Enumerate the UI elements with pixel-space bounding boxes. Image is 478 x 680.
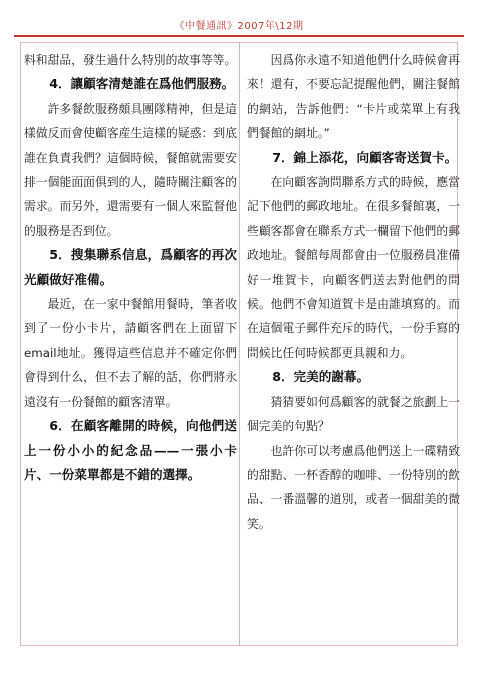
paragraph: 在向顧客詢問聯系方式的時候，應當記下他們的郵政地址。在很多餐館裏，一些顧客都會在聯系方式一欄留下他們的郵政地址。餐館每周都會由一位服務員准備好一堆賀卡，向顧客們送去對他們的問候。他們不會知道賀卡是由誰填寫的。而在這個電子郵件充斥的時代，一份手寫的問候比任何時候都更具親和力。 <box>247 175 460 360</box>
section-heading: 4．讓顧客清楚誰在爲他們服務。 <box>49 76 235 92</box>
paragraph: 猜猜要如何爲顧客的就餐之旅劃上一個完美的句點？ <box>247 394 460 434</box>
journal-header: 《中餐通訊》2007年\12期 <box>174 21 304 32</box>
section-heading: 6．在顧客離開的時候，向他們送上一份小小的紀念品——一張小卡片、一份菜單都是不錯的選擇。 <box>24 418 237 482</box>
section-heading: 5．搜集聯系信息，爲顧客的再次光顧做好准備。 <box>24 247 237 287</box>
paragraph: 最近，在一家中餐館用餐時，筆者收到了一份小卡片，請顧客們在上面留下email地址。獲得這些信息并不確定你們會得到什么，但不去了解的話，你們將永遠沒有一份餐館的顧客清單。 <box>24 297 237 409</box>
paragraph: 因爲你永遠不知道他們什么時候會再來！還有，不要忘記提醒他們，關注餐館的網站，告訴他們：“卡片或菜單上有我們餐館的網址。” <box>247 53 460 141</box>
column-divider <box>239 42 240 646</box>
right-column <box>247 48 460 536</box>
section-heading: 8．完美的謝幕。 <box>272 369 370 385</box>
header-rule <box>14 35 464 37</box>
section-heading: 7．錦上添花，向顧客寄送賀卡。 <box>272 149 458 165</box>
paragraph: 料和甜品，發生過什么特別的故事等等。 <box>24 53 237 67</box>
paragraph: 也許你可以考慮爲他們送上一碟精致的甜點、一杯香醇的咖啡、一份特別的飲品、一番溫馨的道別，或者一個甜美的微笑。 <box>247 443 460 531</box>
left-column <box>24 48 237 487</box>
paragraph: 許多餐飲服務頗具團隊精神，但是這樣做反而會使顧客産生這樣的疑惑：到底誰在負責我們？這個時候，餐館就需要安排一個能面面俱到的人，隨時關注顧客的需求。而另外，還需要有一個人來監督他的服務是否到位。 <box>24 101 237 238</box>
